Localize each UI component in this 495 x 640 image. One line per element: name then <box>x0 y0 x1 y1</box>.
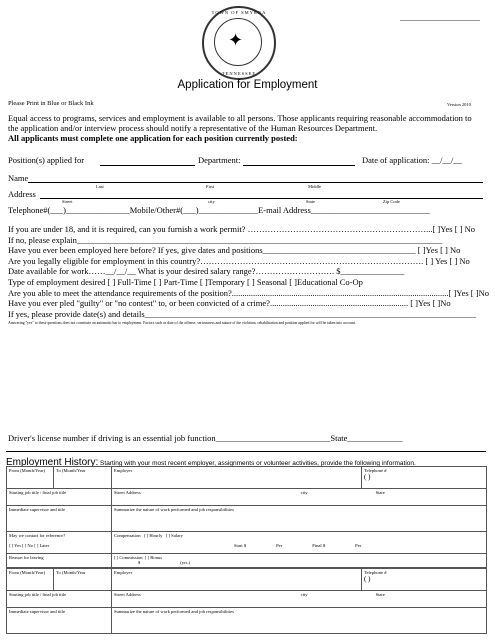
header-line <box>400 20 480 21</box>
employment-history-title: Employment History: <box>6 457 99 468</box>
compensation-cell[interactable] <box>112 532 487 554</box>
per-label-2: Per <box>355 543 362 548</box>
telephone-label: Telephone # <box>364 570 387 575</box>
job-title-label: Starting job title / final job title <box>9 490 67 495</box>
contact-options[interactable]: [ ] Yes [ ] No [ ] Later <box>9 543 50 548</box>
street-label: Street Address <box>114 592 141 597</box>
commission-cell[interactable] <box>112 554 487 568</box>
address-zip-label: Zip Code <box>383 199 400 204</box>
question-date-available[interactable]: Date available for work……__/__/__ What is your desired salary range?………………………. $_______________ <box>8 266 405 277</box>
summary-cell[interactable] <box>112 608 487 634</box>
address-street-label: Street <box>62 199 73 204</box>
summary-cell[interactable] <box>112 506 487 532</box>
reason-label: Reason for leaving <box>9 555 44 560</box>
street-cell[interactable] <box>112 591 487 608</box>
per-label: Per <box>276 543 283 548</box>
employer-block <box>6 568 487 634</box>
commission-option[interactable]: [ ] Commission <box>114 555 143 560</box>
from-label: From (Month/Year) <box>9 570 46 575</box>
employer-block <box>6 466 487 568</box>
city-label: city <box>300 490 308 495</box>
from-cell[interactable] <box>7 467 54 489</box>
compensation-label: Compensation <box>114 533 141 538</box>
to-cell[interactable] <box>54 467 112 489</box>
seal-emblem-icon: ✦ <box>228 30 244 50</box>
print-note: Please Print in Blue or Black Ink <box>8 100 94 107</box>
town-seal <box>202 6 276 80</box>
start-pay[interactable]: Start $ <box>234 543 247 548</box>
dollar-label: $ <box>138 560 141 565</box>
to-cell[interactable] <box>54 569 112 591</box>
bonus-option[interactable]: [ ] Bonus <box>144 555 162 560</box>
question-if-yes-details[interactable]: If yes, please provide date(s) and details______________________________________________________________________________ <box>8 308 477 319</box>
summary-label: Summarize the nature of work performed and job responsibilities <box>114 507 234 512</box>
to-label: To (Month/Year <box>56 570 86 575</box>
question-employed-before[interactable]: Have you ever been employed here before? If yes, give dates and positions____________________________________ [ ]Yes [ ] No <box>8 245 461 256</box>
job-title-cell[interactable] <box>7 591 112 608</box>
employer-cell[interactable] <box>112 467 362 489</box>
years-label: (yrs.) <box>180 560 191 565</box>
fine-print: Answering "yes" to these questions does not constitute an automatic bar to employment. Factors such as date of the offense, seriousness and nature of the violation, rehabilitation and position applied for will be taken into account. <box>8 321 356 325</box>
telephone-paren: ( ) <box>364 575 371 583</box>
name-first-label: First <box>206 184 215 189</box>
telephone-label: Telephone # <box>364 468 387 473</box>
question-employment-type[interactable]: Type of employment desired [ ] Full-Time [ ] Part-Time [ ]Temporary [ ] Seasonal [ ]Educational Co-Op <box>8 276 363 287</box>
intro-text <box>8 113 483 143</box>
address-state-label: State <box>306 199 315 204</box>
job-title-cell[interactable] <box>7 489 112 506</box>
contact-label: May we contact for reference? <box>9 533 66 538</box>
contact-cell[interactable] <box>7 532 112 554</box>
seal-bottom-text: TENNESSEE <box>221 71 257 76</box>
employer-label: Employer <box>114 570 133 575</box>
telephone-paren: ( ) <box>364 473 371 481</box>
employer-label: Employer <box>114 468 133 473</box>
supervisor-cell[interactable] <box>7 506 112 532</box>
final-pay[interactable]: Final $ <box>312 543 326 548</box>
name-field[interactable] <box>28 182 483 183</box>
page-title: Application for Employment <box>177 79 318 91</box>
intro-bold: All applicants must complete one application for each position currently posted: <box>8 133 298 143</box>
summary-label: Summarize the nature of work performed and job responsibilities <box>114 609 234 614</box>
address-city-label: city <box>208 199 215 204</box>
employment-history-subtitle: Starting with your most recent employer, assignments or volunteer activities, provide the following information. <box>98 460 416 467</box>
reason-cell[interactable] <box>7 554 112 568</box>
employer-cell[interactable] <box>112 569 362 591</box>
from-cell[interactable] <box>7 569 54 591</box>
city-label: city <box>300 592 308 597</box>
salary-option[interactable]: [ ] Salary <box>165 533 183 538</box>
address-label: Address <box>8 189 36 199</box>
name-label: Name <box>8 173 29 183</box>
phone-line[interactable]: Telephone#(___)_______________Mobile/Other#(___)______________E-mail Address____________________________ <box>8 205 430 215</box>
department-field[interactable] <box>243 165 355 166</box>
name-middle-label: Middle <box>308 184 321 189</box>
question-attendance[interactable]: Are you able to meet the attendance requirements of the position?......................................................................................................[ ]Yes [ ]No <box>8 287 489 298</box>
street-cell[interactable] <box>112 489 487 506</box>
drivers-license-line[interactable]: Driver's license number if driving is an essential job function___________________________State_____________ <box>8 433 403 443</box>
position-label: Position(s) applied for <box>8 155 85 165</box>
from-label: From (Month/Year) <box>9 468 46 473</box>
position-field[interactable] <box>100 165 195 166</box>
employment-history-heading <box>6 451 486 467</box>
supervisor-cell[interactable] <box>7 608 112 634</box>
question-under-18[interactable]: If you are under 18, and it is required, can you furnish a work permit? ………………………………………………………...[ ]Yes [ ] No <box>8 224 476 234</box>
question-if-no-explain[interactable]: If no, please explain______________________________________________________________________________________ <box>8 234 443 245</box>
question-pled-guilty[interactable]: Have you ever pled "guilty" or "no contest" to, or been convicted of a crime?................................................................. [ ]Yes [ ]No <box>8 298 451 309</box>
hourly-option[interactable]: [ ] Hourly <box>144 533 163 538</box>
seal-top-text: TOWN OF SMYRNA <box>211 10 267 15</box>
questions-block <box>8 224 488 319</box>
date-of-application[interactable]: Date of application: __/__/__ <box>362 155 462 165</box>
supervisor-label: Immediate supervisor and title <box>9 609 66 614</box>
department-label: Department: <box>198 155 241 165</box>
telephone-cell[interactable] <box>362 467 487 489</box>
question-legally-eligible[interactable]: Are you legally eligible for employment in this country?……………………………………………………………………. [ ] Yes [ ] No <box>8 255 470 266</box>
job-title-label: Starting job title / final job title <box>9 592 67 597</box>
state-label: State <box>375 490 385 495</box>
street-label: Street Address <box>114 490 141 495</box>
to-label: To (Month/Year <box>56 468 86 473</box>
address-field[interactable] <box>40 198 483 199</box>
name-last-label: Last <box>96 184 104 189</box>
telephone-cell[interactable] <box>362 569 487 591</box>
supervisor-label: Immediate supervisor and title <box>9 507 66 512</box>
version: Version 2010 <box>447 102 471 107</box>
state-label: State <box>375 592 385 597</box>
intro-paragraph: Equal access to programs, services and employment is available to all persons. Those applicants requiring reasonable accommodation to the application and/or interview process should notify a representative of the Human Resources Department. <box>8 113 472 133</box>
